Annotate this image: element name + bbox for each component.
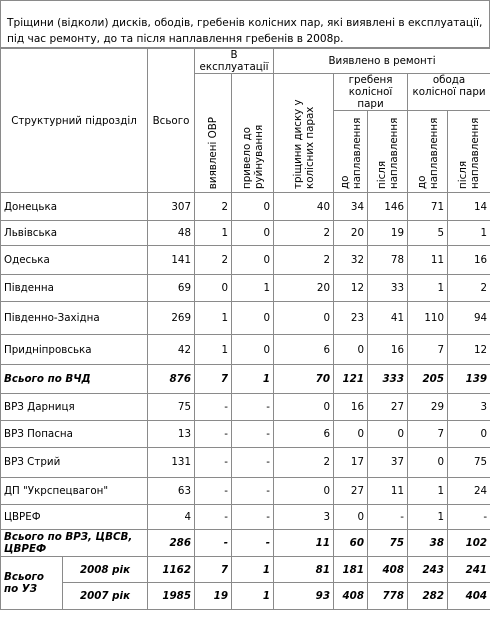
cell: 75 xyxy=(368,530,408,557)
cell: 69 xyxy=(148,275,195,302)
cell: 778 xyxy=(368,583,408,609)
cell: 37 xyxy=(368,447,408,477)
cell: 16 xyxy=(368,335,408,364)
cell: 404 xyxy=(448,583,490,609)
cell: - xyxy=(232,420,274,447)
table-row xyxy=(1,447,490,477)
header-total: Всього xyxy=(148,49,195,193)
cell: 7 xyxy=(195,557,232,583)
table-title: Тріщини (відколи) дисків, ободів, гребенів колісних пар, які виявлені в експлуатації, під час ремонту, до та після наплавлення гребенів в 2008р. xyxy=(0,0,490,48)
year-label: 2007 рік xyxy=(63,583,148,609)
header-flange: гребеня колісної пари xyxy=(334,74,408,111)
cell: - xyxy=(232,447,274,477)
cell: 205 xyxy=(408,364,448,393)
cell: 19 xyxy=(368,221,408,246)
cell: 0 xyxy=(448,420,490,447)
cell: 0 xyxy=(334,505,368,530)
cell: 12 xyxy=(448,335,490,364)
unit-name: Львівська xyxy=(1,221,148,246)
defects-table xyxy=(0,48,490,610)
header-rim-before xyxy=(408,111,448,193)
cell: 286 xyxy=(148,530,195,557)
cell: - xyxy=(195,447,232,477)
cell: 81 xyxy=(274,557,334,583)
cell: 4 xyxy=(148,505,195,530)
cell: 6 xyxy=(274,420,334,447)
cell: 16 xyxy=(334,393,368,420)
cell: 13 xyxy=(148,420,195,447)
table-row xyxy=(1,364,490,393)
cell: 17 xyxy=(334,447,368,477)
cell: 20 xyxy=(334,221,368,246)
cell: 146 xyxy=(368,193,408,221)
cell: 2 xyxy=(274,221,334,246)
cell: 876 xyxy=(148,364,195,393)
cell: 7 xyxy=(195,364,232,393)
cell: 38 xyxy=(408,530,448,557)
unit-name: Південно-Західна xyxy=(1,302,148,335)
cell: 3 xyxy=(274,505,334,530)
cell: 1 xyxy=(195,221,232,246)
cell: 7 xyxy=(408,420,448,447)
table-row xyxy=(1,393,490,420)
cell: 0 xyxy=(274,393,334,420)
unit-name: Всього по ВРЗ, ЦВСВ, ЦВРЕФ xyxy=(1,530,148,557)
cell: 0 xyxy=(232,302,274,335)
header-disc-cracks-text: тріщини диску у колісних парах xyxy=(292,85,316,189)
table-body xyxy=(1,193,490,557)
header-flange-before xyxy=(334,111,368,193)
cell: - xyxy=(195,393,232,420)
cell: - xyxy=(368,505,408,530)
cell: 5 xyxy=(408,221,448,246)
cell: 27 xyxy=(368,393,408,420)
cell: 2 xyxy=(274,447,334,477)
cell: 139 xyxy=(448,364,490,393)
cell: - xyxy=(232,393,274,420)
cell: 408 xyxy=(334,583,368,609)
cell: 34 xyxy=(334,193,368,221)
cell: 93 xyxy=(274,583,334,609)
cell: 2 xyxy=(274,246,334,275)
cell: 2 xyxy=(195,193,232,221)
cell: 121 xyxy=(334,364,368,393)
header-detected-ovr-text: виявлені ОВР xyxy=(207,117,219,189)
cell: 2 xyxy=(195,246,232,275)
cell: 48 xyxy=(148,221,195,246)
table-row xyxy=(1,420,490,447)
unit-name: ДП "Укрспецвагон" xyxy=(1,477,148,504)
table-row xyxy=(1,221,490,246)
cell: - xyxy=(232,477,274,504)
cell: 131 xyxy=(148,447,195,477)
cell: 408 xyxy=(368,557,408,583)
cell: 181 xyxy=(334,557,368,583)
cell: 70 xyxy=(274,364,334,393)
cell: 63 xyxy=(148,477,195,504)
cell: 1985 xyxy=(148,583,195,609)
cell: 78 xyxy=(368,246,408,275)
cell: - xyxy=(195,420,232,447)
unit-name: Всього по ВЧД xyxy=(1,364,148,393)
table-row-uz-2008 xyxy=(1,557,490,583)
unit-name: Одеська xyxy=(1,246,148,275)
header-detected-ovr xyxy=(195,74,232,193)
cell: 2 xyxy=(448,275,490,302)
header-in-repair: Виявлено в ремонті xyxy=(274,49,490,74)
cell: 0 xyxy=(334,335,368,364)
header-unit: Структурний підрозділ xyxy=(1,49,148,193)
cell: 11 xyxy=(274,530,334,557)
cell: - xyxy=(232,505,274,530)
cell: - xyxy=(232,530,274,557)
cell: 12 xyxy=(334,275,368,302)
cell: 1 xyxy=(195,302,232,335)
cell: - xyxy=(448,505,490,530)
cell: 40 xyxy=(274,193,334,221)
header-rim-before-text: до наплавлення xyxy=(416,111,440,190)
cell: 7 xyxy=(408,335,448,364)
header-rim: обода колісної пари xyxy=(408,74,490,111)
header-in-operation: В експлуатації xyxy=(195,49,274,74)
table-row xyxy=(1,193,490,221)
cell: 0 xyxy=(274,302,334,335)
year-label: 2008 рік xyxy=(63,557,148,583)
cell: 110 xyxy=(408,302,448,335)
cell: 0 xyxy=(232,221,274,246)
cell: 32 xyxy=(334,246,368,275)
unit-name: ВРЗ Стрий xyxy=(1,447,148,477)
unit-name: ВРЗ Дарниця xyxy=(1,393,148,420)
cell: 333 xyxy=(368,364,408,393)
cell: 1 xyxy=(448,221,490,246)
cell: 241 xyxy=(448,557,490,583)
table-row xyxy=(1,275,490,302)
table-row xyxy=(1,335,490,364)
cell: 1 xyxy=(232,583,274,609)
cell: - xyxy=(195,477,232,504)
cell: 141 xyxy=(148,246,195,275)
cell: 1 xyxy=(408,477,448,504)
cell: 0 xyxy=(408,447,448,477)
cell: 33 xyxy=(368,275,408,302)
table-row xyxy=(1,505,490,530)
table-row xyxy=(1,246,490,275)
cell: 1 xyxy=(408,505,448,530)
cell: 1162 xyxy=(148,557,195,583)
header-rim-after xyxy=(448,111,490,193)
table-row xyxy=(1,477,490,504)
cell: 27 xyxy=(334,477,368,504)
cell: 75 xyxy=(448,447,490,477)
header-led-to-destruction xyxy=(232,74,274,193)
cell: 24 xyxy=(448,477,490,504)
cell: 6 xyxy=(274,335,334,364)
cell: 1 xyxy=(195,335,232,364)
table-row xyxy=(1,302,490,335)
cell: 0 xyxy=(368,420,408,447)
header-flange-after-text: після наплавлення xyxy=(376,111,400,190)
header-led-to-destruction-text: привело до руйнування xyxy=(241,85,265,189)
cell: 243 xyxy=(408,557,448,583)
cell: 41 xyxy=(368,302,408,335)
cell: 1 xyxy=(232,275,274,302)
uz-total-label: Всього по УЗ xyxy=(1,557,63,609)
unit-name: Придніпровська xyxy=(1,335,148,364)
cell: 42 xyxy=(148,335,195,364)
cell: 0 xyxy=(274,477,334,504)
cell: 1 xyxy=(408,275,448,302)
cell: 60 xyxy=(334,530,368,557)
cell: 71 xyxy=(408,193,448,221)
header-flange-before-text: до наплавлення xyxy=(339,111,363,190)
cell: 0 xyxy=(232,193,274,221)
cell: 0 xyxy=(232,335,274,364)
unit-name: Донецька xyxy=(1,193,148,221)
cell: 29 xyxy=(408,393,448,420)
cell: 269 xyxy=(148,302,195,335)
cell: 307 xyxy=(148,193,195,221)
cell: 11 xyxy=(368,477,408,504)
cell: 16 xyxy=(448,246,490,275)
cell: - xyxy=(195,505,232,530)
table-row xyxy=(1,530,490,557)
cell: 0 xyxy=(334,420,368,447)
cell: 23 xyxy=(334,302,368,335)
cell: 3 xyxy=(448,393,490,420)
cell: - xyxy=(195,530,232,557)
cell: 94 xyxy=(448,302,490,335)
unit-name: ВРЗ Попасна xyxy=(1,420,148,447)
cell: 1 xyxy=(232,557,274,583)
cell: 0 xyxy=(195,275,232,302)
table-row-uz-2007 xyxy=(1,583,490,609)
header-disc-cracks xyxy=(274,74,334,193)
cell: 20 xyxy=(274,275,334,302)
cell: 282 xyxy=(408,583,448,609)
cell: 1 xyxy=(232,364,274,393)
cell: 0 xyxy=(232,246,274,275)
cell: 102 xyxy=(448,530,490,557)
cell: 75 xyxy=(148,393,195,420)
unit-name: Південна xyxy=(1,275,148,302)
cell: 11 xyxy=(408,246,448,275)
cell: 19 xyxy=(195,583,232,609)
header-rim-after-text: після наплавлення xyxy=(457,111,481,190)
unit-name: ЦВРЕФ xyxy=(1,505,148,530)
header-flange-after xyxy=(368,111,408,193)
cell: 14 xyxy=(448,193,490,221)
